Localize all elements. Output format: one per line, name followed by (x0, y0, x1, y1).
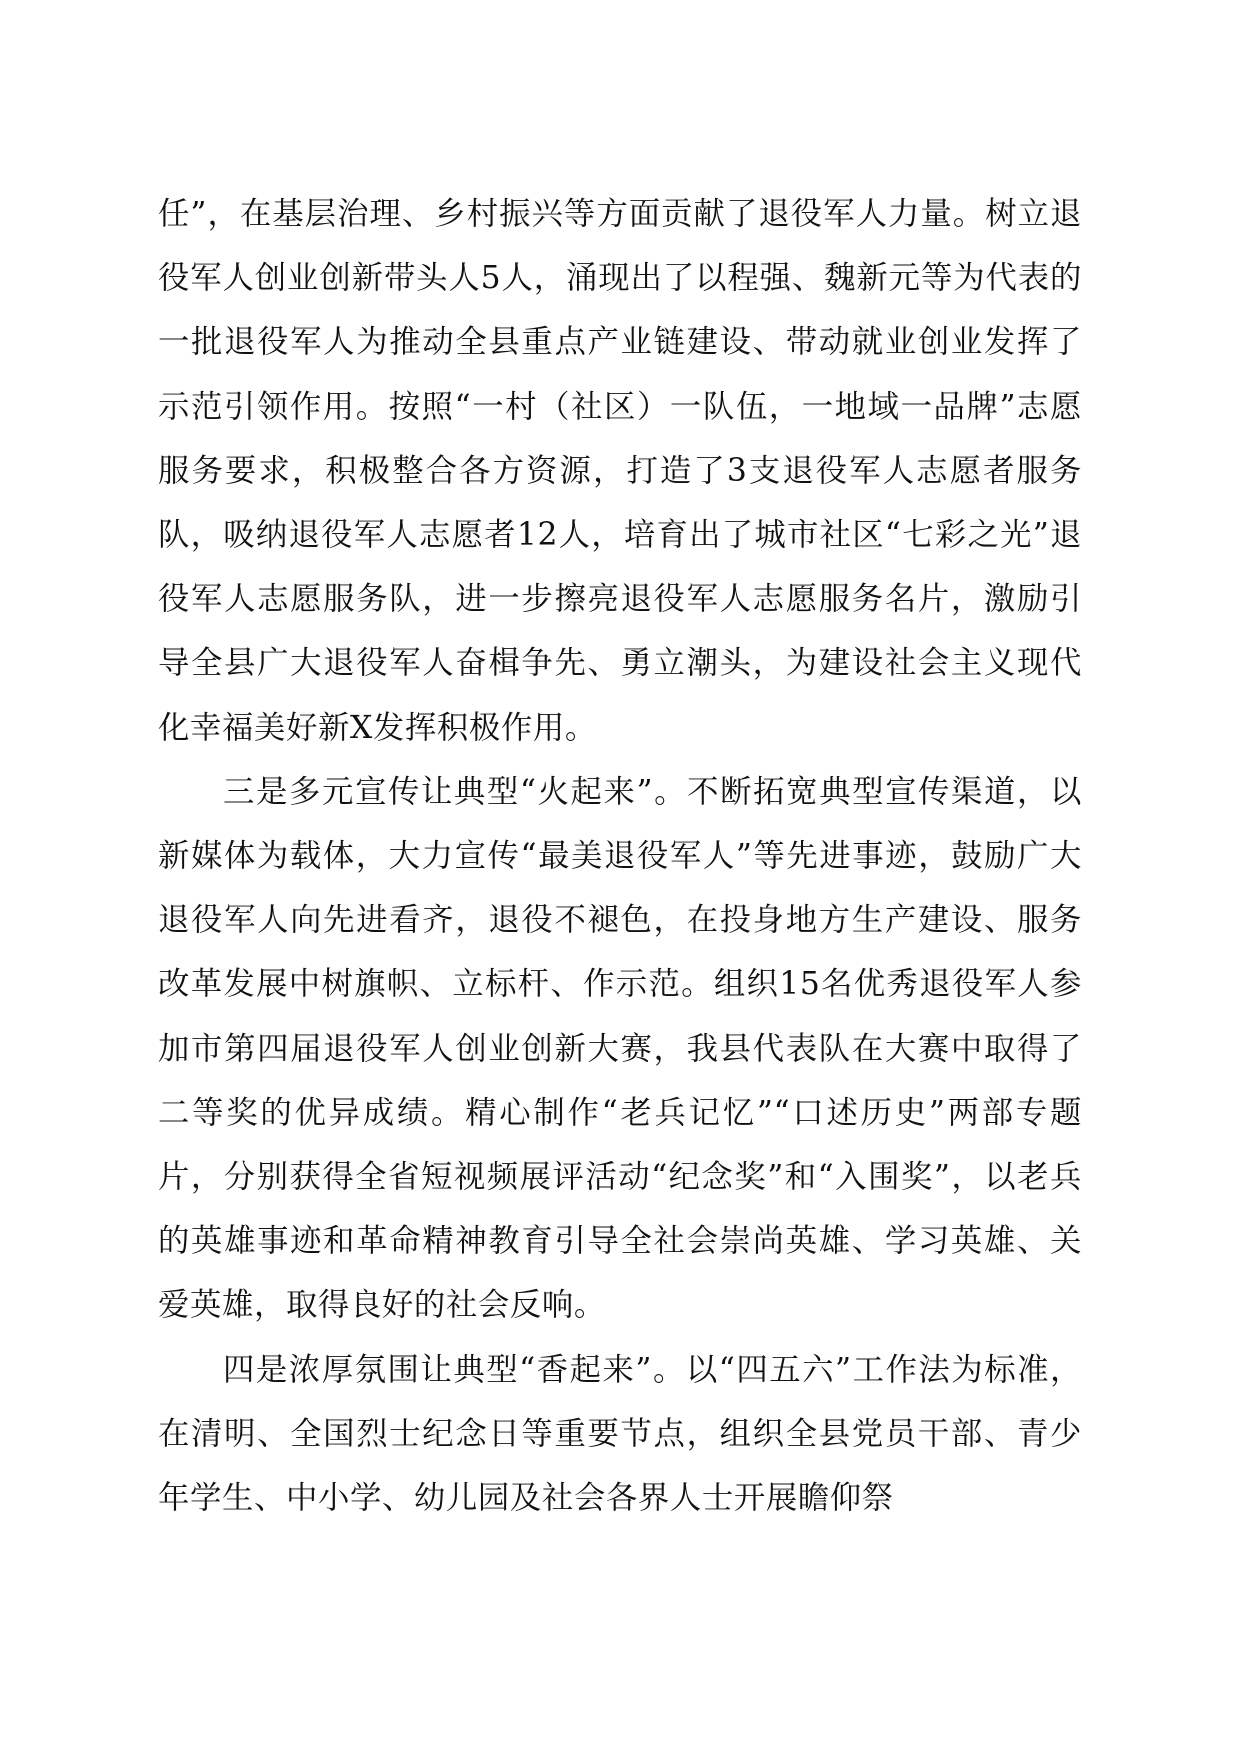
paragraph-continuation: 任”，在基层治理、乡村振兴等方面贡献了退役军人力量。树立退役军人创业创新带头人5人，涌现出了以程强、魏新元等为代表的一批退役军人为推动全县重点产业链建设、带动就业创业发挥了示范引领作用。按照“一村（社区）一队伍，一地域一品牌”志愿服务要求，积极整合各方资源，打造了3支退役军人志愿者服务队，吸纳退役军人志愿者12人，培育出了城市社区“七彩之光”退役军人志愿服务队，进一步擦亮退役军人志愿服务名片，激励引导全县广大退役军人奋楫争先、勇立潮头，为建设社会主义现代化幸福美好新X发挥积极作用。 (158, 196, 1082, 746)
paragraph-atmosphere: 四是浓厚氛围让典型“香起来”。以“四五六”工作法为标准，在清明、全国烈士纪念日等重要节点，组织全县党员干部、青少年学生、中小学、幼儿园及社会各界人士开展瞻仰祭 (158, 1351, 1082, 1517)
paragraph-publicity: 三是多元宣传让典型“火起来”。不断拓宽典型宣传渠道，以新媒体为载体，大力宣传“最美退役军人”等先进事迹，鼓励广大退役军人向先进看齐，退役不褪色，在投身地方生产建设、服务改革发展中树旗帜、立标杆、作示范。组织15名优秀退役军人参加市第四届退役军人创业创新大赛，我县代表队在大赛中取得了二等奖的优异成绩。精心制作“老兵记忆”“口述历史”两部专题片，分别获得全省短视频展评活动“纪念奖”和“入围奖”，以老兵的英雄事迹和革命精神教育引导全社会崇尚英雄、学习英雄、关爱英雄，取得良好的社会反响。 (158, 773, 1082, 1324)
document-body (158, 182, 1082, 1530)
